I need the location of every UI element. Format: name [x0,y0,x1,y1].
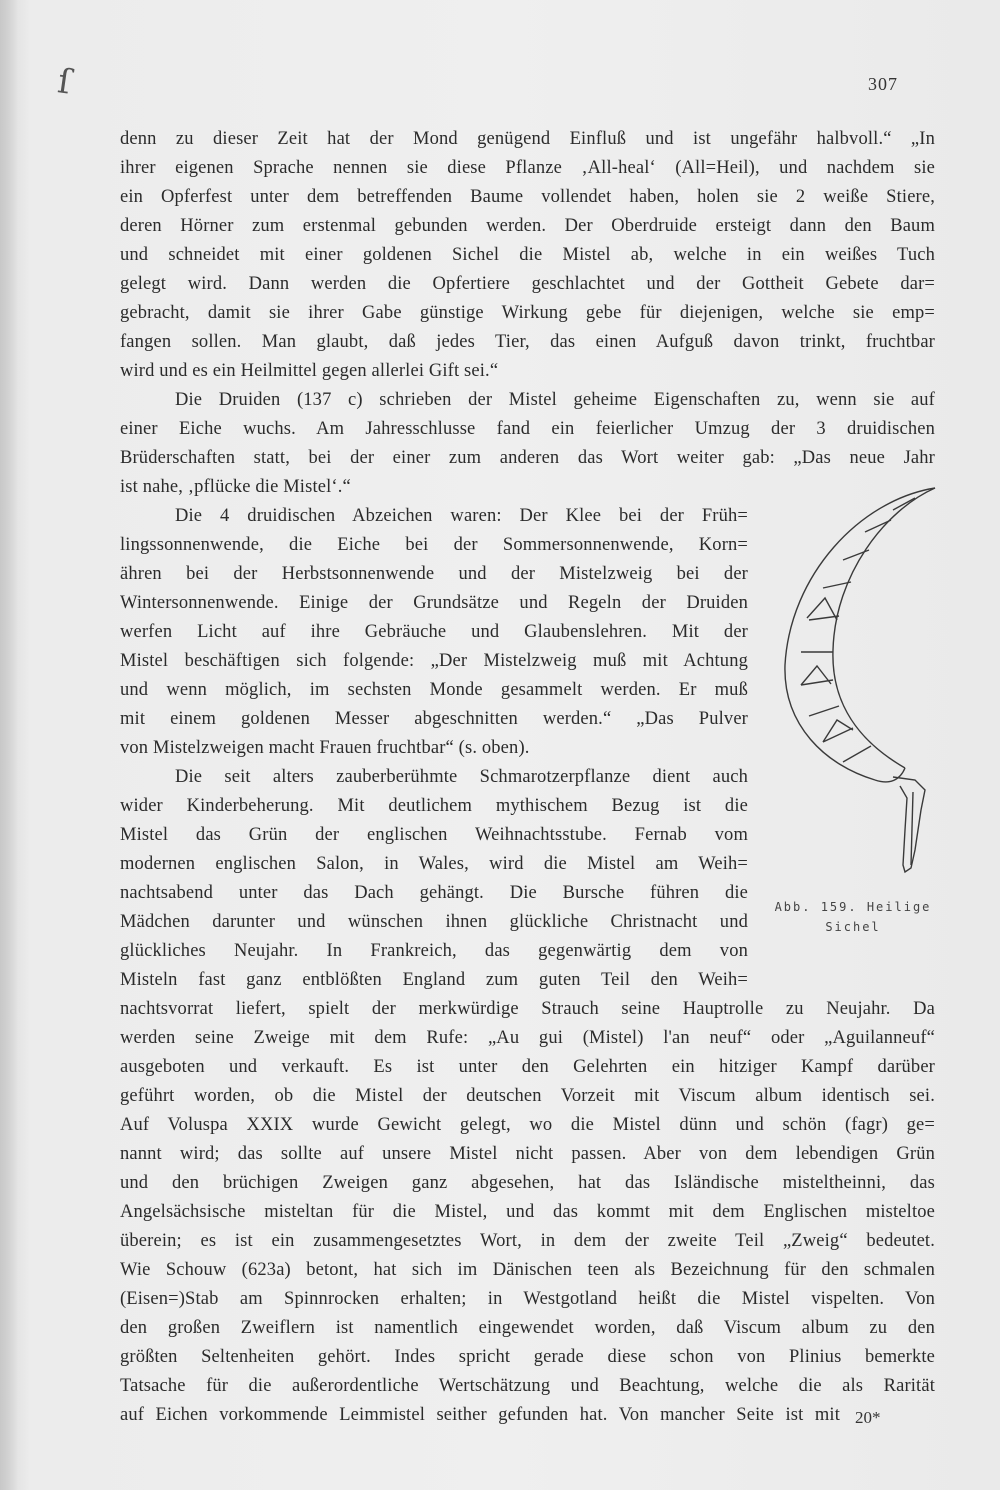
text-line: größten Seltenheiten gehört. Indes spricht gerade diese schon von Plinius bemerkte [120,1347,935,1367]
margin-pencil-mark: ſ [55,61,74,103]
text-line: wird und es ein Heilmittel gegen allerlei Gift sei.“ [120,361,499,381]
text-line: Misteln fast ganz entblößten England zum guten Teil den Weih= [120,970,748,990]
text-line: denn zu dieser Zeit hat der Mond genügend Einfluß und ist ungefähr halbvoll.“ „In [120,129,935,149]
text-line: und schneidet mit einer goldenen Sichel die Mistel ab, welche in ein weißes Tuch [120,245,935,265]
text-line: ist nahe, ‚pflücke die Mistel‘.“ [120,477,351,497]
text-line: nachtsabend unter das Dach gehängt. Die Bursche führen die [120,883,748,903]
text-line: gebracht, damit sie ihrer Gabe günstige Wirkung gebe für diejenigen, welche sie emp= [120,303,935,323]
text-line: den großen Zweiflern ist namentlich eingewendet worden, daß Viscum album zu den [120,1318,935,1338]
text-line: ausgeboten und verkauft. Es ist unter den Gelehrten ein hitziger Kampf darüber [120,1057,935,1077]
text-line: ihrer eigenen Sprache nennen sie diese Pflanze ‚All-heal‘ (All=Heil), und nachdem sie [120,158,935,178]
text-line: Wintersonnenwende. Einige der Grundsätze und Regeln der Druiden [120,593,748,613]
text-line: modernen englischen Salon, in Wales, wird die Mistel am Weih= [120,854,748,874]
caption-line: Abb. 159. Heilige [774,900,932,914]
text-line: auf Eichen vorkommende Leimmistel seither gefunden hat. Von mancher Seite ist mit [120,1405,840,1425]
text-line: nannt wird; das sollte auf unsere Mistel nicht passen. Aber von dem lebendigen Grün [120,1144,935,1164]
text-line: Angelsächsische misteltan für die Mistel, und das kommt mit dem Englischen misteltoe [120,1202,935,1222]
text-line: Mädchen darunter und wünschen ihnen glückliche Christnacht und [120,912,748,932]
text-line: gelegt wird. Dann werden die Opfertiere geschlachtet und der Gottheit Gebete dar= [120,274,935,294]
sickle-illustration [765,480,945,880]
text-line: geführt worden, ob die Mistel der deutschen Vorzeit mit Viscum album identisch sei. [120,1086,935,1106]
text-line: Mistel das Grün der englischen Weihnachtsstube. Fernab vom [120,825,748,845]
text-line: werfen Licht auf ihre Gebräuche und Glaubenslehren. Mit der [120,622,748,642]
text-line: und den brüchigen Zweigen ganz abgesehen, hat das Isländische misteltheinni, das [120,1173,935,1193]
text-line: überein; es ist ein zusammengesetztes Wort, in dem der zweite Teil „Zweig“ bedeutet. [120,1231,935,1251]
text-line: nachtsvorrat liefert, spielt der merkwürdige Strauch seine Hauptrolle zu Neujahr. Da [120,999,935,1019]
text-line: Brüderschaften statt, bei der einer zum anderen das Wort weiter gab: „Das neue Jahr [120,448,935,468]
text-line: mit einem goldenen Messer abgeschnitten werden.“ „Das Pulver [120,709,748,729]
caption-line: Sichel [825,920,881,934]
text-line: Wie Schouw (623a) betont, hat sich im Dänischen teen als Bezeichnung für den schmalen [120,1260,935,1280]
text-line: Mistel beschäftigen sich folgende: „Der Mistelzweig muß mit Achtung [120,651,748,671]
text-line: glückliches Neujahr. In Frankreich, das gegenwärtig dem von [120,941,748,961]
text-line: ähren bei der Herbstsonnenwende und der Mistelzweig bei der [120,564,748,584]
text-line: einer Eiche wuchs. Am Jahresschlusse fand ein feierlicher Umzug der 3 druidischen [120,419,935,439]
text-line: ein Opferfest unter dem betreffenden Baume vollendet haben, holen sie 2 weiße Stiere, [120,187,935,207]
text-line: Tatsache für die außerordentliche Wertschätzung und Beachtung, welche die als Rarität [120,1376,935,1396]
text-line: Die 4 druidischen Abzeichen waren: Der Klee bei der Früh= [175,506,748,526]
binding-edge [0,0,18,1490]
text-line: werden seine Zweige mit dem Rufe: „Au gui (Mistel) l'an neuf“ oder „Aguilanneuf“ [120,1028,935,1048]
text-line: und wenn möglich, im sechsten Monde gesammelt werden. Er muß [120,680,748,700]
page-number: 307 [868,74,898,94]
text-line: Die seit alters zauberberühmte Schmarotzerpflanze dient auch [175,767,748,787]
text-line: wider Kinderbeherung. Mit deutlichem mythischem Bezug ist die [120,796,748,816]
text-line: (Eisen=)Stab am Spinnrocken erhalten; in Westgotland heißt die Mistel vispelten. Von [120,1289,935,1309]
text-line: deren Hörner zum erstenmal gebunden werden. Der Oberdruide ersteigt dann den Baum [120,216,935,236]
text-line: Die Druiden (137 c) schrieben der Mistel geheime Eigenschaften zu, wenn sie auf [175,390,935,410]
figure-caption [768,897,938,937]
text-line: von Mistelzweigen macht Frauen fruchtbar“ (s. oben). [120,738,530,758]
text-line: Auf Voluspa XXIX wurde Gewicht gelegt, wo die Mistel dünn und schön (fagr) ge= [120,1115,935,1135]
text-line: fangen sollen. Man glaubt, daß jedes Tier, das einen Aufguß davon trinkt, fruchtbar [120,332,935,352]
signature-mark: 20* [855,1408,881,1427]
text-line: lingssonnenwende, die Eiche bei der Sommersonnenwende, Korn= [120,535,748,555]
